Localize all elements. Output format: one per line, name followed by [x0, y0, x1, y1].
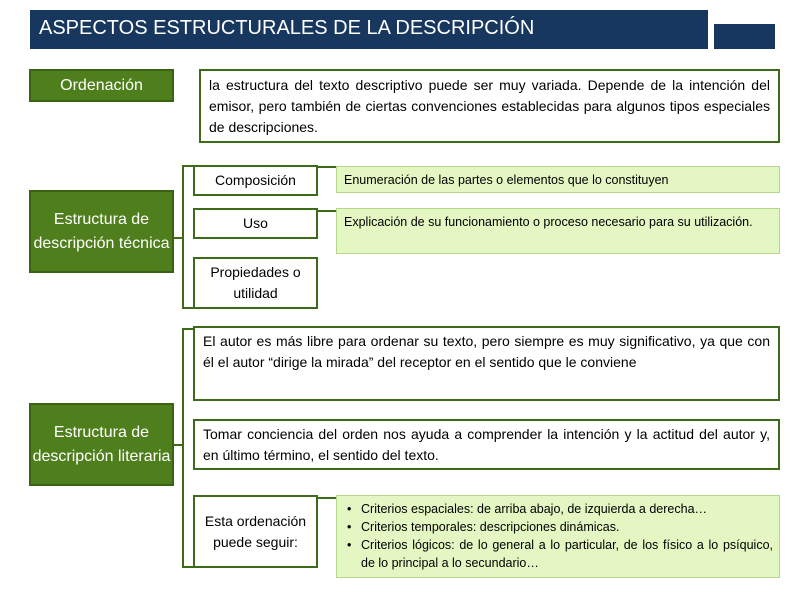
connector-line: [182, 566, 193, 568]
connector-line: [182, 165, 184, 309]
connector-line: [182, 328, 184, 568]
literaria-text-2: Tomar conciencia del orden nos ayuda a comprender la intención y la actitud del autor y, en último término, el sentido del texto.: [193, 419, 780, 470]
connector-line: [182, 307, 193, 309]
ordenacion-label: Ordenación: [29, 69, 174, 102]
ordenacion-sub-label: Esta ordenación puede seguir:: [193, 495, 318, 568]
uso-note: Explicación de su funcionamiento o proceso necesario para su utilización.: [336, 208, 780, 254]
connector-line: [318, 166, 336, 168]
list-item: • Criterios temporales: descripciones dinámicas.: [343, 518, 773, 536]
literaria-label: Estructura de descripción literaria: [29, 403, 174, 486]
composicion-box: Composición: [193, 165, 318, 196]
header-accent-block: [714, 24, 775, 49]
propiedades-box: Propiedades o utilidad: [193, 257, 318, 309]
list-item: • Criterios lógicos: de lo general a lo particular, de los físico a lo psíquico, de lo principal a lo secundario…: [343, 536, 773, 572]
page-title: ASPECTOS ESTRUCTURALES DE LA DESCRIPCIÓN: [30, 10, 708, 49]
tecnica-label: Estructura de descripción técnica: [29, 190, 174, 273]
list-item: • Criterios espaciales: de arriba abajo, de izquierda a derecha…: [343, 500, 773, 518]
composicion-note: Enumeración de las partes o elementos que lo constituyen: [336, 166, 780, 193]
uso-box: Uso: [193, 208, 318, 239]
connector-line: [182, 328, 193, 330]
criterios-note: [336, 495, 780, 578]
literaria-text-1: El autor es más libre para ordenar su texto, pero siempre es muy significativo, ya que con él el autor “dirige la mirada” del receptor en el sentido que le conviene: [193, 326, 780, 401]
connector-line: [318, 210, 336, 212]
connector-line: [318, 497, 336, 499]
ordenacion-text: la estructura del texto descriptivo puede ser muy variada. Depende de la intención del emisor, pero también de ciertas convenciones establecidas para algunos tipos especiales de descripciones.: [199, 69, 780, 143]
connector-line: [182, 165, 193, 167]
